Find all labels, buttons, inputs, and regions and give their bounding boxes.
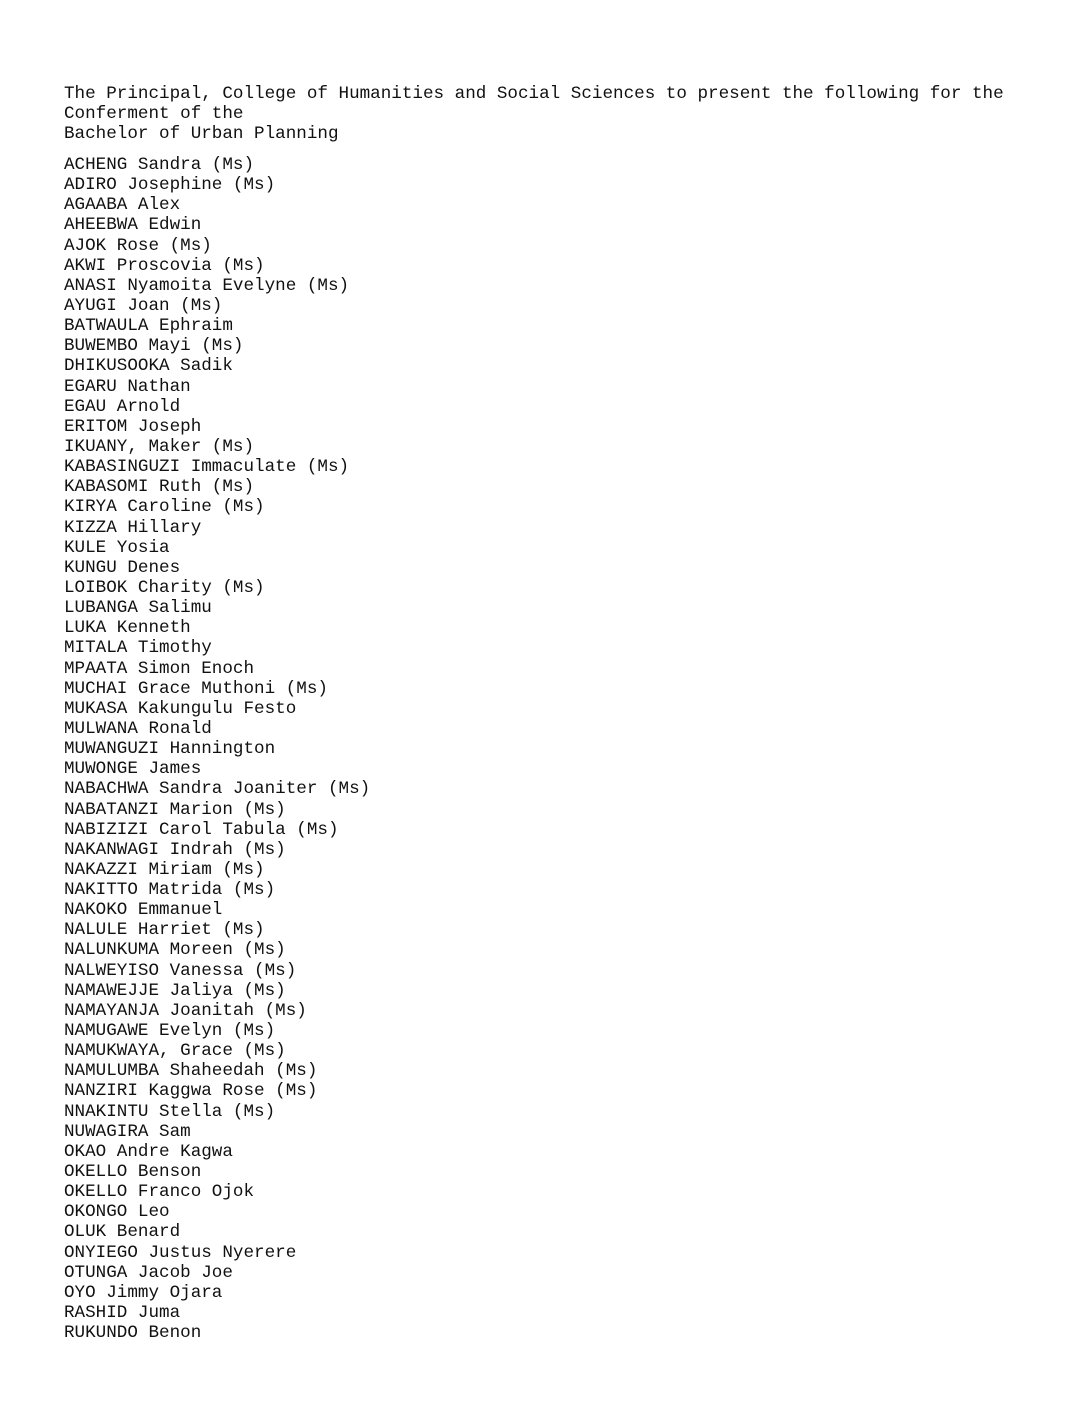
graduand-name: NABIZIZI Carol Tabula (Ms) [64, 819, 339, 840]
graduand-name: NABATANZI Marion (Ms) [64, 799, 286, 820]
graduand-name: ANASI Nyamoita Evelyne (Ms) [64, 275, 350, 296]
graduand-name: NALUNKUMA Moreen (Ms) [64, 940, 286, 961]
graduand-name: OKELLO Franco Ojok [64, 1182, 255, 1203]
graduand-name: MPAATA Simon Enoch [64, 658, 255, 679]
graduand-name: NAKANWAGI Indrah (Ms) [64, 839, 286, 860]
graduand-name: KIRYA Caroline (Ms) [64, 497, 265, 518]
graduand-name: NUWAGIRA Sam [64, 1121, 191, 1142]
heading-line-presenter: The Principal, College of Humanities and Social Sciences to present the following for the [64, 84, 1004, 104]
graduand-name: MUWONGE James [64, 759, 202, 780]
graduand-name: NAMAYANJA Joanitah (Ms) [64, 1000, 307, 1021]
graduand-name: KABASINGUZI Immaculate (Ms) [64, 457, 350, 478]
graduand-name: EGAU Arnold [64, 396, 181, 417]
graduand-name: NNAKINTU Stella (Ms) [64, 1101, 276, 1122]
graduand-name: NAKITTO Matrida (Ms) [64, 880, 276, 901]
graduand-name: MULWANA Ronald [64, 718, 212, 739]
graduand-name: AJOK Rose (Ms) [64, 235, 212, 256]
document-heading [64, 84, 1064, 145]
graduand-name: KIZZA Hillary [64, 517, 202, 538]
graduand-name: OLUK Benard [64, 1222, 181, 1243]
graduand-name: NAKOKO Emmanuel [64, 900, 223, 921]
graduand-name: AGAABA Alex [64, 195, 181, 216]
graduand-name: NAKAZZI Miriam (Ms) [64, 859, 265, 880]
graduand-name: LUKA Kenneth [64, 618, 191, 639]
graduand-name: RUKUNDO Benon [64, 1323, 202, 1344]
graduand-name: NAMUGAWE Evelyn (Ms) [64, 1021, 276, 1042]
graduand-name: MUKASA Kakungulu Festo [64, 698, 297, 719]
graduand-name: ERITOM Joseph [64, 416, 202, 437]
graduand-name: NALWEYISO Vanessa (Ms) [64, 960, 297, 981]
graduand-name: NALULE Harriet (Ms) [64, 920, 265, 941]
graduand-name: AKWI Proscovia (Ms) [64, 255, 265, 276]
graduand-list [64, 155, 370, 1343]
graduand-name: LUBANGA Salimu [64, 598, 212, 619]
graduand-name: BUWEMBO Mayi (Ms) [64, 336, 244, 357]
graduand-name: NAMAWEJJE Jaliya (Ms) [64, 980, 286, 1001]
graduand-name: RASHID Juma [64, 1303, 181, 1324]
graduand-name: LOIBOK Charity (Ms) [64, 577, 265, 598]
graduand-name: KUNGU Denes [64, 557, 181, 578]
graduand-name: NABACHWA Sandra Joaniter (Ms) [64, 779, 371, 800]
graduand-name: IKUANY, Maker (Ms) [64, 436, 255, 457]
graduand-name: EGARU Nathan [64, 376, 191, 397]
graduand-name: MUCHAI Grace Muthoni (Ms) [64, 678, 328, 699]
graduand-name: KULE Yosia [64, 537, 170, 558]
graduand-name: DHIKUSOOKA Sadik [64, 356, 233, 377]
graduand-name: MUWANGUZI Hannington [64, 739, 276, 760]
heading-line-conferment: Conferment of the [64, 104, 244, 125]
graduand-name: AYUGI Joan (Ms) [64, 295, 223, 316]
graduand-name: MITALA Timothy [64, 638, 212, 659]
graduand-name: OTUNGA Jacob Joe [64, 1262, 233, 1283]
heading-line-degree: Bachelor of Urban Planning [64, 124, 339, 145]
graduand-name: KABASOMI Ruth (Ms) [64, 477, 255, 498]
graduand-name: OKELLO Benson [64, 1162, 202, 1183]
graduand-name: NANZIRI Kaggwa Rose (Ms) [64, 1081, 318, 1102]
graduand-name: NAMUKWAYA, Grace (Ms) [64, 1041, 286, 1062]
graduand-name: OYO Jimmy Ojara [64, 1282, 223, 1303]
graduand-name: OKAO Andre Kagwa [64, 1141, 233, 1162]
graduand-name: AHEEBWA Edwin [64, 215, 202, 236]
graduand-name: NAMULUMBA Shaheedah (Ms) [64, 1061, 318, 1082]
graduand-name: ADIRO Josephine (Ms) [64, 175, 276, 196]
graduand-name: BATWAULA Ephraim [64, 316, 233, 337]
graduand-name: ACHENG Sandra (Ms) [64, 155, 255, 175]
graduand-name: OKONGO Leo [64, 1202, 170, 1223]
graduand-name: ONYIEGO Justus Nyerere [64, 1242, 297, 1263]
